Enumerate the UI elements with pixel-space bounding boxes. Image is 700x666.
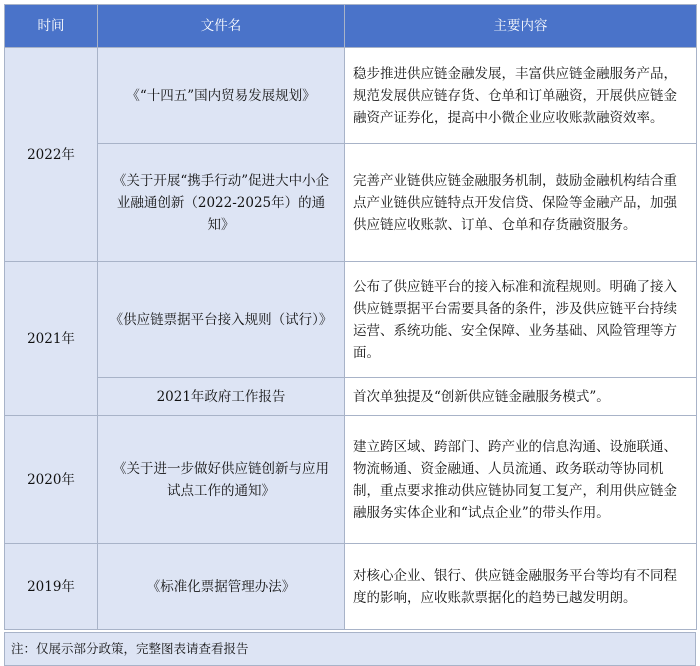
table-row: [5, 48, 697, 144]
policy-table: [4, 4, 697, 630]
content-cell: 完善产业链供应链金融服务机制，鼓励金融机构结合重点产业链供应链特点开发信贷、保险等金融产品，加强供应链应收账款、订单、仓单和存货融资服务。: [345, 144, 697, 262]
year-cell: 2020年: [5, 416, 98, 544]
year-cell: 2019年: [5, 544, 98, 630]
table-row: [5, 144, 697, 262]
content-cell: 稳步推进供应链金融发展，丰富供应链金融服务产品，规范发展供应链存货、仓单和订单融资，开展供应链金融资产证券化，提高中小微企业应收账款融资效率。: [345, 48, 697, 144]
year-cell: 2021年: [5, 262, 98, 416]
table-row: [5, 378, 697, 416]
file-name-cell: 《“十四五”国内贸易发展规划》: [98, 48, 345, 144]
header-row: [5, 5, 697, 48]
file-name-cell: 《关于开展“携手行动”促进大中小企业融通创新（2022-2025年）的通知》: [98, 144, 345, 262]
file-name-cell: 《关于进一步做好供应链创新与应用试点工作的通知》: [98, 416, 345, 544]
table-row: [5, 262, 697, 378]
content-cell: 建立跨区域、跨部门、跨产业的信息沟通、设施联通、物流畅通、资金融通、人员流通、政务联动等协同机制，重点要求推动供应链协同复工复产，利用供应链金融服务实体企业和“试点企业”的带头作用。: [345, 416, 697, 544]
table-row: [5, 544, 697, 630]
file-name-cell: 《标准化票据管理办法》: [98, 544, 345, 630]
content-cell: 首次单独提及“创新供应链金融服务模式”。: [345, 378, 697, 416]
table-row: [5, 416, 697, 544]
year-cell: 2022年: [5, 48, 98, 262]
file-name-cell: 《供应链票据平台接入规则（试行）》: [98, 262, 345, 378]
content-cell: 公布了供应链平台的接入标准和流程规则。明确了接入供应链票据平台需要具备的条件，涉及供应链平台持续运营、系统功能、安全保障、业务基础、风险管理等方面。: [345, 262, 697, 378]
content-cell: 对核心企业、银行、供应链金融服务平台等均有不同程度的影响，应收账款票据化的趋势已越发明朗。: [345, 544, 697, 630]
footnote: 注：仅展示部分政策，完整图表请查看报告: [4, 632, 696, 666]
header-file-name: 文件名: [98, 5, 345, 48]
header-time: 时间: [5, 5, 98, 48]
header-main-content: 主要内容: [345, 5, 697, 48]
file-name-cell: 2021年政府工作报告: [98, 378, 345, 416]
